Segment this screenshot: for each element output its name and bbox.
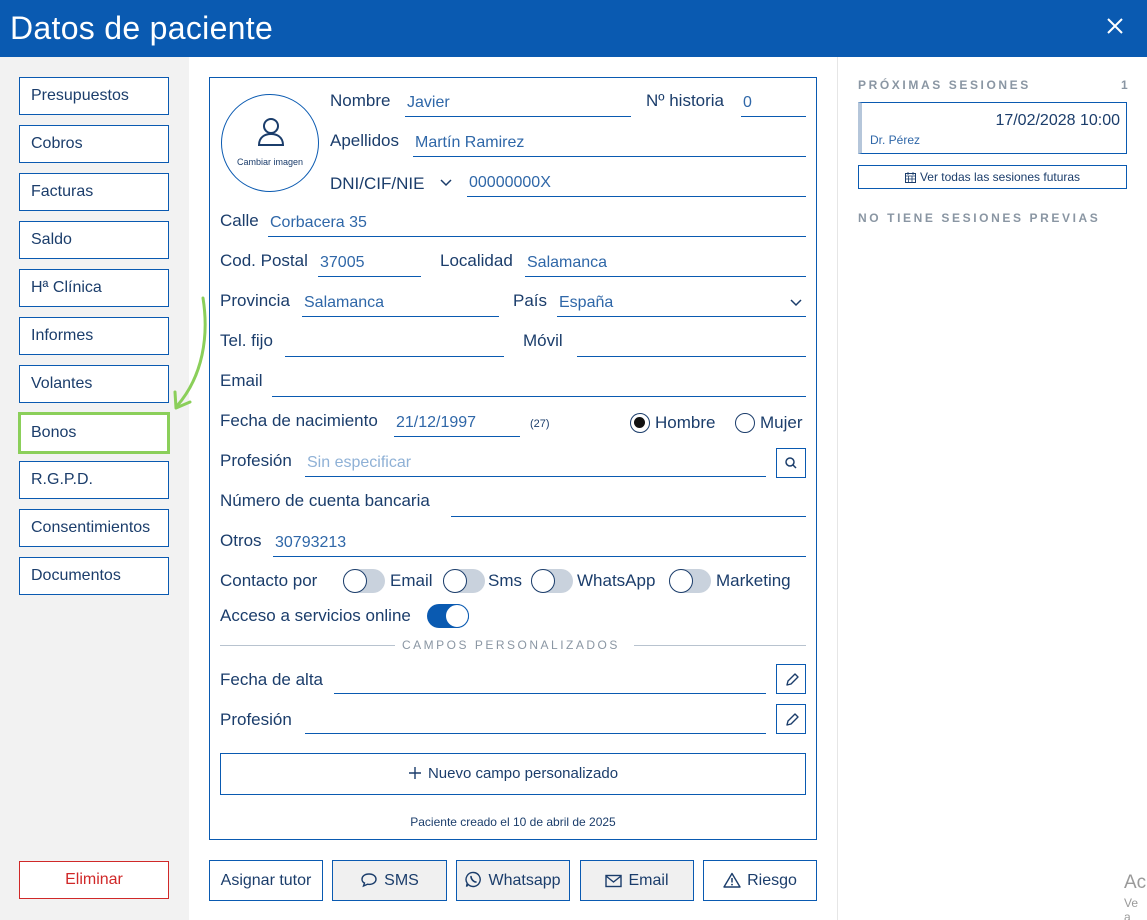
pais-chevron-down-icon[interactable] xyxy=(790,299,802,307)
no-previous-sessions: NO TIENE SESIONES PREVIAS xyxy=(858,211,1101,225)
activation-watermark-sub: Ve a xyxy=(1124,896,1139,920)
acceso-label: Acceso a servicios online xyxy=(220,606,411,625)
warning-triangle-icon xyxy=(723,872,741,888)
contact-marketing-toggle[interactable] xyxy=(669,569,711,593)
edit-alta-button[interactable] xyxy=(776,664,806,694)
profesion-label: Profesión xyxy=(220,451,292,470)
sms-label: SMS xyxy=(384,872,419,889)
delete-button[interactable]: Eliminar xyxy=(19,861,169,899)
nacimiento-input[interactable]: 21/12/1997 xyxy=(394,411,520,437)
online-access-toggle[interactable] xyxy=(427,604,469,628)
session-card[interactable] xyxy=(858,102,1127,154)
otros-input[interactable]: 30793213 xyxy=(273,531,806,557)
contact-email-label: Email xyxy=(390,571,433,590)
cuenta-label: Número de cuenta bancaria xyxy=(220,491,430,510)
localidad-input[interactable]: Salamanca xyxy=(525,251,806,277)
dni-input[interactable]: 00000000X xyxy=(467,171,806,197)
dni-type-label[interactable]: DNI/CIF/NIE xyxy=(330,174,425,193)
whatsapp-icon xyxy=(465,871,482,888)
session-doctor: Dr. Pérez xyxy=(870,133,921,147)
hombre-radio[interactable] xyxy=(630,413,650,433)
pencil-icon xyxy=(784,712,800,728)
historia-label: Nº historia xyxy=(646,91,725,110)
chat-bubble-icon xyxy=(360,872,378,888)
cuenta-input[interactable] xyxy=(451,491,806,517)
nombre-input[interactable]: Javier xyxy=(405,91,631,117)
tel-label: Tel. fijo xyxy=(220,331,273,350)
custom-profesion-input[interactable] xyxy=(305,708,766,734)
nav-saldo-button[interactable]: Saldo xyxy=(19,221,169,259)
annotation-arrow-icon xyxy=(165,296,215,416)
envelope-icon xyxy=(605,874,622,888)
movil-label: Móvil xyxy=(523,331,563,350)
provincia-input[interactable]: Salamanca xyxy=(302,291,499,317)
nav-rgpd-button[interactable]: R.G.P.D. xyxy=(19,461,169,499)
nav-bonos-button[interactable]: Bonos xyxy=(18,412,170,454)
patient-form-panel xyxy=(209,77,817,840)
nombre-label: Nombre xyxy=(330,91,391,110)
cp-input[interactable]: 37005 xyxy=(318,251,421,277)
profesion-input[interactable]: Sin especificar xyxy=(305,451,766,477)
assign-tutor-label: Asignar tutor xyxy=(220,872,312,889)
view-all-sessions-label: Ver todas las sesiones futuras xyxy=(919,170,1081,184)
hombre-label: Hombre xyxy=(655,413,716,432)
custom-separator-right xyxy=(634,645,806,646)
nav-historia-clinica-button[interactable]: Hª Clínica xyxy=(19,269,169,307)
email-button[interactable] xyxy=(580,860,694,901)
nav-cobros-button[interactable]: Cobros xyxy=(19,125,169,163)
movil-input[interactable] xyxy=(577,331,806,357)
nav-facturas-button[interactable]: Facturas xyxy=(19,173,169,211)
contact-sms-label: Sms xyxy=(488,571,522,590)
whatsapp-button[interactable] xyxy=(456,860,570,901)
email-label: Email xyxy=(220,371,263,390)
contact-email-toggle[interactable] xyxy=(343,569,385,593)
email-input[interactable] xyxy=(272,371,806,397)
new-custom-field-button[interactable] xyxy=(220,753,806,795)
custom-separator-left xyxy=(220,645,395,646)
nav-volantes-button[interactable]: Volantes xyxy=(19,365,169,403)
pais-label: País xyxy=(513,291,548,310)
contact-sms-toggle[interactable] xyxy=(443,569,485,593)
contacto-label: Contacto por xyxy=(220,571,318,590)
session-date: 17/02/2028 10:00 xyxy=(995,112,1120,129)
plus-icon xyxy=(408,766,422,780)
contact-marketing-label: Marketing xyxy=(716,571,791,590)
change-image-caption: Cambiar imagen xyxy=(236,157,304,167)
mujer-label: Mujer xyxy=(760,413,803,432)
pencil-icon xyxy=(784,672,800,688)
next-sessions-count: 1 xyxy=(1121,78,1131,92)
apellidos-label: Apellidos xyxy=(330,131,399,150)
dni-type-chevron-down-icon[interactable] xyxy=(440,179,452,187)
user-icon xyxy=(257,117,285,147)
cp-label: Cod. Postal xyxy=(220,251,308,270)
change-image-button[interactable] xyxy=(221,94,319,192)
calendar-icon xyxy=(905,172,916,183)
calle-label: Calle xyxy=(220,211,259,230)
otros-label: Otros xyxy=(220,531,262,550)
right-pane-divider xyxy=(837,57,838,920)
activation-watermark: Ac xyxy=(1124,872,1147,893)
patient-created-text: Paciente creado el 10 de abril de 2025 xyxy=(410,815,616,829)
nav-documentos-button[interactable]: Documentos xyxy=(19,557,169,595)
localidad-label: Localidad xyxy=(440,251,513,270)
search-icon xyxy=(784,456,798,470)
alta-input[interactable] xyxy=(334,668,766,694)
sms-button[interactable] xyxy=(332,860,447,901)
email-label-btn: Email xyxy=(628,872,669,889)
nav-consentimientos-button[interactable]: Consentimientos xyxy=(19,509,169,547)
whatsapp-label: Whatsapp xyxy=(488,872,561,889)
historia-input[interactable]: 0 xyxy=(741,91,806,117)
edit-profesion-button[interactable] xyxy=(776,704,806,734)
contact-whatsapp-toggle[interactable] xyxy=(531,569,573,593)
contact-whatsapp-label: WhatsApp xyxy=(577,571,656,590)
view-all-sessions-button[interactable] xyxy=(858,165,1127,189)
custom-profesion-label: Profesión xyxy=(220,710,292,729)
age-value: (27) xyxy=(530,418,550,430)
title-bar xyxy=(0,0,1147,57)
next-sessions-title: PRÓXIMAS SESIONES xyxy=(858,78,1031,92)
window-title: Datos de paciente xyxy=(10,10,274,46)
tel-input[interactable] xyxy=(285,331,504,357)
nav-informes-button[interactable]: Informes xyxy=(19,317,169,355)
provincia-label: Provincia xyxy=(220,291,290,310)
assign-tutor-button[interactable] xyxy=(209,860,323,901)
mujer-radio[interactable] xyxy=(735,413,755,433)
risk-button[interactable] xyxy=(703,860,817,901)
alta-label: Fecha de alta xyxy=(220,670,324,689)
close-icon[interactable] xyxy=(1103,14,1127,38)
calle-input[interactable]: Corbacera 35 xyxy=(268,211,806,237)
apellidos-input[interactable]: Martín Ramirez xyxy=(413,131,806,157)
nav-presupuestos-button[interactable]: Presupuestos xyxy=(19,77,169,115)
risk-label: Riesgo xyxy=(747,872,797,889)
profesion-search-button[interactable] xyxy=(776,448,806,478)
new-custom-field-label: Nuevo campo personalizado xyxy=(427,765,619,782)
nacimiento-label: Fecha de nacimiento xyxy=(220,411,378,430)
pais-select[interactable]: España xyxy=(557,291,806,317)
custom-fields-header: CAMPOS PERSONALIZADOS xyxy=(402,638,620,652)
